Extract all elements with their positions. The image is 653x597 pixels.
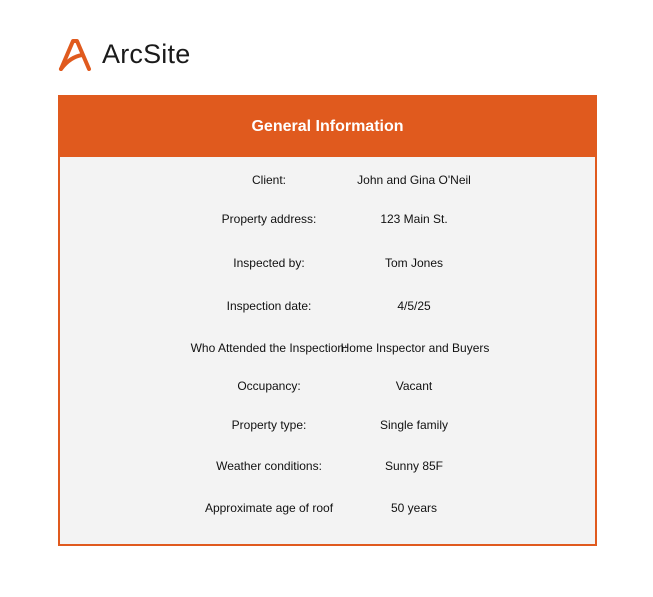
brand-name: ArcSite <box>102 38 191 69</box>
card-header <box>60 97 595 157</box>
info-value: Single family <box>379 418 449 432</box>
info-label: Property address: <box>221 212 317 226</box>
info-value: 123 Main St. <box>380 212 448 226</box>
brand-logo <box>58 36 190 72</box>
info-value: Vacant <box>395 379 433 393</box>
info-label: Inspected by: <box>233 256 305 270</box>
general-information-card <box>58 95 597 546</box>
info-label: Client: <box>251 173 286 187</box>
card-title: General Information <box>251 118 404 135</box>
info-value: John and Gina O'Neil <box>357 173 471 187</box>
info-label: Weather conditions: <box>216 459 322 473</box>
info-value: 4/5/25 <box>397 299 431 313</box>
info-value: Tom Jones <box>384 256 444 270</box>
info-value: 50 years <box>390 501 438 515</box>
info-value: Sunny 85F <box>384 459 444 473</box>
info-value: Home Inspector and Buyers <box>340 341 490 355</box>
info-label: Who Attended the Inspection: <box>190 341 348 355</box>
info-label: Inspection date: <box>226 299 312 313</box>
info-label: Occupancy: <box>237 379 301 393</box>
info-label: Approximate age of roof <box>204 501 334 515</box>
arcsite-logo-icon <box>58 37 92 71</box>
info-label: Property type: <box>231 418 307 432</box>
